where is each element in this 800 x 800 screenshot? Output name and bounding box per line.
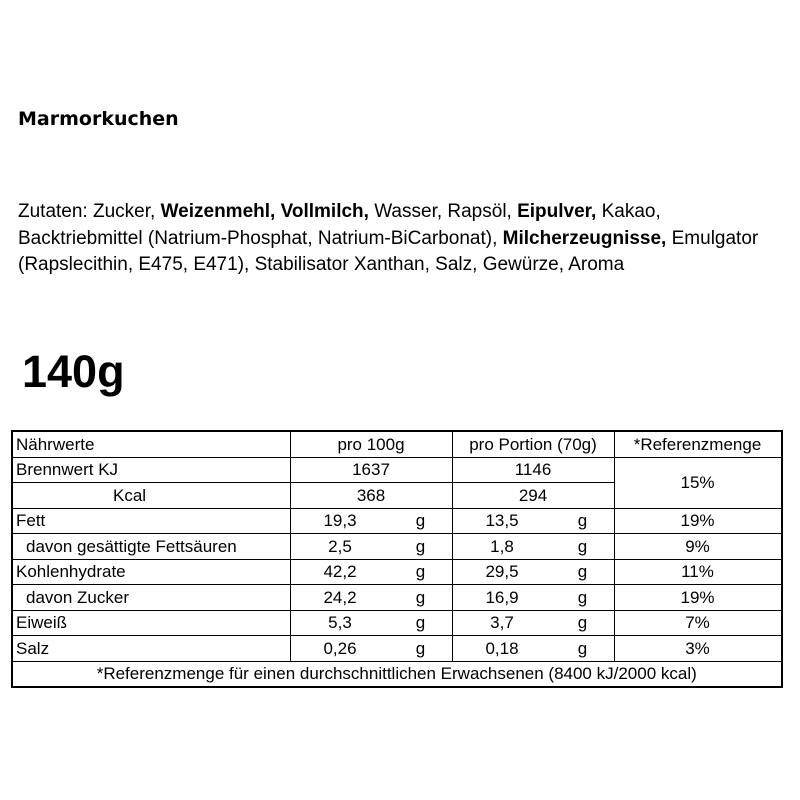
nutrition-table — [11, 430, 783, 688]
row-label: davon gesättigte Fettsäuren — [12, 534, 290, 560]
unit-per-portion: g — [552, 636, 615, 662]
reference-percent: 9% — [614, 534, 782, 560]
unit-per-100g: g — [390, 508, 453, 534]
value-per-100g: 19,3 — [290, 508, 390, 534]
value-per-100g: 24,2 — [290, 585, 390, 611]
energy-kj-per-portion: 1146 — [452, 457, 614, 483]
unit-per-100g: g — [390, 534, 453, 560]
allergen-segment: Milcherzeugnisse, — [502, 227, 667, 249]
value-per-portion: 13,5 — [452, 508, 552, 534]
row-label: Kohlenhydrate — [12, 559, 290, 585]
table-row-energy-kj — [12, 457, 782, 483]
net-weight: 140g — [22, 346, 125, 397]
energy-kcal-per-portion: 294 — [452, 483, 614, 509]
allergen-segment: Eipulver, — [517, 201, 597, 222]
header-per-100g: pro 100g — [290, 431, 452, 457]
unit-per-portion: g — [552, 610, 615, 636]
allergen-segment: Weizenmehl, Vollmilch, — [160, 201, 369, 222]
value-per-100g: 0,26 — [290, 636, 390, 662]
table-header-row — [12, 431, 782, 457]
header-nutrients: Nährwerte — [12, 431, 290, 457]
unit-per-100g: g — [390, 636, 453, 662]
ingredients-segment: Kakao, Backtriebmittel (Natrium-Phosphat, Natrium-BiCarbonat), — [18, 201, 661, 249]
table-row — [12, 559, 782, 585]
energy-reference: 15% — [614, 457, 782, 508]
unit-per-100g: g — [390, 559, 453, 585]
value-per-portion: 16,9 — [452, 585, 552, 611]
value-per-100g: 2,5 — [290, 534, 390, 560]
row-label-energy-kj: Brennwert KJ — [12, 457, 290, 483]
unit-per-portion: g — [552, 585, 615, 611]
energy-kcal-per-100g: 368 — [290, 483, 452, 509]
ingredients-segment: Wasser, Rapsöl, — [368, 201, 518, 222]
header-reference: *Referenzmenge — [614, 431, 782, 457]
reference-percent: 11% — [614, 559, 782, 585]
reference-footnote: *Referenzmenge für einen durchschnittlichen Erwachsenen (8400 kJ/2000 kcal) — [12, 661, 782, 687]
value-per-100g: 5,3 — [290, 610, 390, 636]
ingredients-segment: Emulgator (Rapslecithin, E475, E471), Stabilisator Xanthan, Salz, Gewürze, Aroma — [18, 227, 759, 275]
unit-per-portion: g — [552, 508, 615, 534]
ingredients-segment: Zutaten: Zucker, — [18, 201, 161, 222]
product-title: Marmorkuchen — [18, 108, 179, 130]
value-per-portion: 1,8 — [452, 534, 552, 560]
table-row — [12, 585, 782, 611]
energy-kj-per-100g: 1637 — [290, 457, 452, 483]
reference-percent: 3% — [614, 636, 782, 662]
value-per-portion: 0,18 — [452, 636, 552, 662]
row-label: davon Zucker — [12, 585, 290, 611]
value-per-100g: 42,2 — [290, 559, 390, 585]
row-label: Eiweiß — [12, 610, 290, 636]
unit-per-100g: g — [390, 610, 453, 636]
reference-percent: 7% — [614, 610, 782, 636]
table-footer-row — [12, 661, 782, 687]
header-per-portion: pro Portion (70g) — [452, 431, 614, 457]
table-row — [12, 636, 782, 662]
unit-per-portion: g — [552, 559, 615, 585]
row-label: Fett — [12, 508, 290, 534]
row-label: Salz — [12, 636, 290, 662]
ingredients-list — [18, 199, 788, 279]
table-row — [12, 610, 782, 636]
value-per-portion: 29,5 — [452, 559, 552, 585]
table-row — [12, 508, 782, 534]
unit-per-portion: g — [552, 534, 615, 560]
value-per-portion: 3,7 — [452, 610, 552, 636]
reference-percent: 19% — [614, 585, 782, 611]
table-row — [12, 534, 782, 560]
reference-percent: 19% — [614, 508, 782, 534]
row-label-energy-kcal: Kcal — [12, 483, 290, 509]
unit-per-100g: g — [390, 585, 453, 611]
